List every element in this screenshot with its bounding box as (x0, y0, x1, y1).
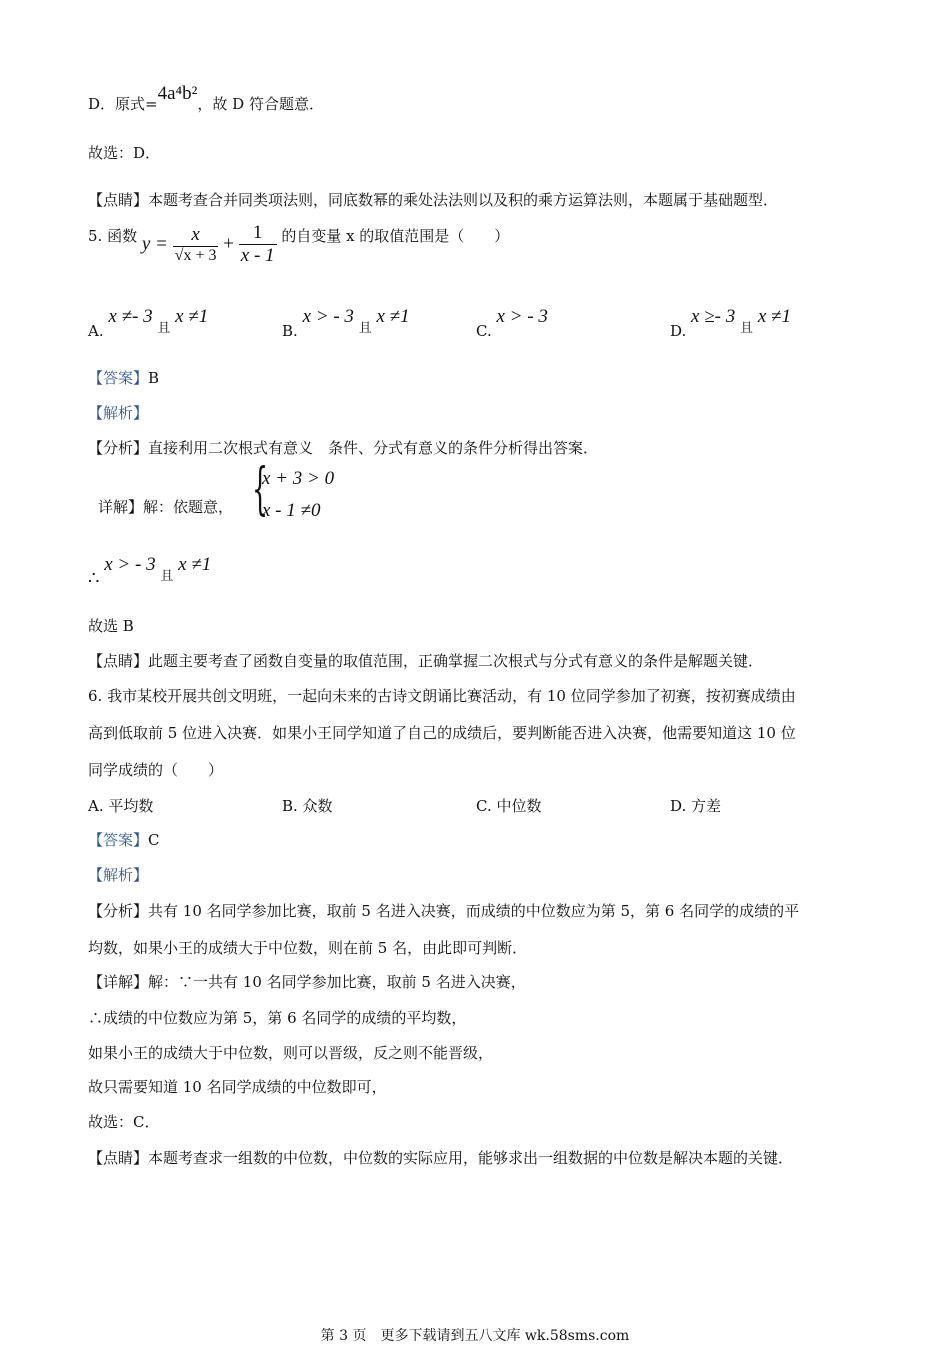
q5-option-c-part1: x > - 3 (496, 306, 548, 327)
q5-choice: 故选 B (88, 617, 134, 635)
q6-stem-line-1: 6. 我市某校开展共创文明班，一起向未来的古诗文朗诵比赛活动，有 10 位同学参加了初赛，按初赛成绩由 (88, 687, 796, 705)
q5-comment (88, 651, 763, 671)
q4-comment-tag: 【点睛】 (88, 191, 149, 209)
q5-formula-y: y = (141, 233, 168, 255)
q6-comment (88, 1148, 793, 1168)
q6-detail-line-2: ∴成绩的中位数应为第 5，第 6 名同学的成绩的平均数， (88, 1009, 467, 1027)
page-footer: 第 3 页 更多下载请到五八文库 wk.58sms.com (320, 1328, 630, 1344)
q6-option-c: C. 中位数 (476, 797, 542, 815)
q5-option-b-part2: x ≠1 (376, 306, 410, 327)
q6-detail-tag: 【详解】 (88, 973, 149, 991)
q5-option-b-label: B. (282, 322, 298, 340)
q6-choice: 故选：C． (88, 1113, 160, 1131)
q5-system-line-1: x + 3 > 0 (262, 468, 335, 489)
q6-fenxi-line-1 (88, 901, 799, 921)
q5-option-b-and: 且 (358, 321, 372, 336)
q6-stem-line-2: 高到低取前 5 位进入决赛．如果小王同学知道了自己的成绩后，要判断能否进入决赛，他需要知道这 10 位 (88, 724, 796, 742)
q6-stem-line-3: 同学成绩的（ ） (88, 761, 224, 779)
q5-suffix: 的自变量 x 的取值范围是（ ） (281, 226, 510, 245)
left-brace: { (252, 457, 269, 522)
q6-answer-value: C (148, 831, 160, 849)
q5-result-part1: x > - 3 (104, 554, 156, 575)
q6-fenxi-tag: 【分析】 (88, 902, 149, 920)
q4-option-d-suffix: ，故 D 符合题意． (197, 95, 324, 113)
q5-option-a (88, 306, 209, 340)
q4-option-d-prefix: D．原式= (88, 95, 158, 113)
q6-comment-tag: 【点睛】 (88, 1149, 149, 1167)
q5-fenxi-tag: 【分析】 (88, 439, 149, 457)
q5-frac1-num: x (191, 224, 200, 245)
q5-option-a-part2: x ≠1 (175, 306, 209, 327)
q4-comment-text: 本题考查合并同类项法则，同底数幂的乘处法法则以及积的乘方运算法则，本题属于基础题型． (148, 191, 779, 209)
q6-option-d: D. 方差 (670, 797, 722, 815)
q6-comment-text: 本题考查求一组数的中位数，中位数的实际应用，能够求出一组数据的中位数是解决本题的关键． (148, 1149, 794, 1167)
q6-fenxi-line-2: 均数，如果小王的成绩大于中位数，则在前 5 名，由此即可判断． (88, 939, 528, 957)
q5-detail-label: 详解】解：依题意， (98, 498, 234, 516)
q5-frac2-num: 1 (252, 222, 263, 243)
q5-option-b (282, 306, 410, 340)
q5-option-a-part1: x ≠- 3 (108, 306, 153, 327)
q6-detail-line-1 (88, 972, 526, 992)
q5-option-d-label: D. (670, 322, 687, 340)
q4-comment (88, 190, 778, 210)
q5-result-and: 且 (160, 569, 174, 584)
q5-plus: + (223, 233, 234, 255)
q5-result-part2: x ≠1 (178, 554, 212, 575)
q5-answer-value: B (148, 369, 160, 387)
q4-choice: 故选：D． (88, 144, 161, 162)
q5-fenxi-text: 直接利用二次根式有意义 条件、分式有意义的条件分析得出答案． (148, 439, 599, 457)
q5-frac1-den: √x + 3 (174, 247, 217, 264)
q5-option-a-label: A. (88, 322, 104, 340)
q6-answer (88, 830, 160, 850)
q5-result-line (88, 554, 212, 589)
q6-detail-line-3: 如果小王的成绩大于中位数，则可以晋级，反之则不能晋级， (88, 1044, 494, 1062)
q5-option-d-part1: x ≥- 3 (691, 306, 736, 327)
q5-option-c (476, 306, 548, 340)
q6-detail-line-4: 故只需要知道 10 名同学成绩的中位数即可， (88, 1078, 387, 1096)
q5-option-b-part1: x > - 3 (302, 306, 354, 327)
q6-fenxi-text-1: 共有 10 名同学参加比赛，取前 5 名进入决赛，而成绩的中位数应为第 5，第 6 名同学的成绩的平 (148, 902, 800, 920)
q5-system-line-2: x - 1 ≠0 (262, 500, 321, 521)
q6-option-b: B. 众数 (282, 797, 333, 815)
q6-analysis-tag: 【解析】 (88, 866, 149, 884)
q5-option-c-label: C. (476, 322, 492, 340)
q6-detail-text-1: 解：∵一共有 10 名同学参加比赛，取前 5 名进入决赛， (148, 973, 526, 991)
q5-option-d-and: 且 (740, 321, 754, 336)
q6-option-a: A. 平均数 (88, 797, 154, 815)
q5-option-a-and: 且 (157, 321, 171, 336)
q5-fraction-1 (173, 224, 219, 265)
q5-stem (88, 222, 509, 267)
q5-comment-text: 此题主要考查了函数自变量的取值范围，正确掌握二次根式与分式有意义的条件是解题关键． (148, 652, 764, 670)
q5-fraction-2 (239, 222, 277, 267)
q5-option-d (670, 306, 791, 340)
q5-prefix: 5. 函数 (88, 226, 138, 245)
q5-option-d-part2: x ≠1 (757, 306, 791, 327)
q5-fenxi (88, 438, 598, 458)
q6-answer-tag: 【答案】 (88, 831, 149, 849)
q5-frac2-den: x - 1 (240, 245, 275, 266)
q5-answer (88, 368, 159, 388)
q4-option-d-line (88, 83, 324, 114)
q5-analysis-tag: 【解析】 (88, 404, 149, 422)
q4-option-d-math: 4a⁴b² (157, 83, 198, 104)
therefore-symbol: ∴ (88, 568, 100, 589)
q5-comment-tag: 【点睛】 (88, 652, 149, 670)
q5-answer-tag: 【答案】 (88, 369, 149, 387)
